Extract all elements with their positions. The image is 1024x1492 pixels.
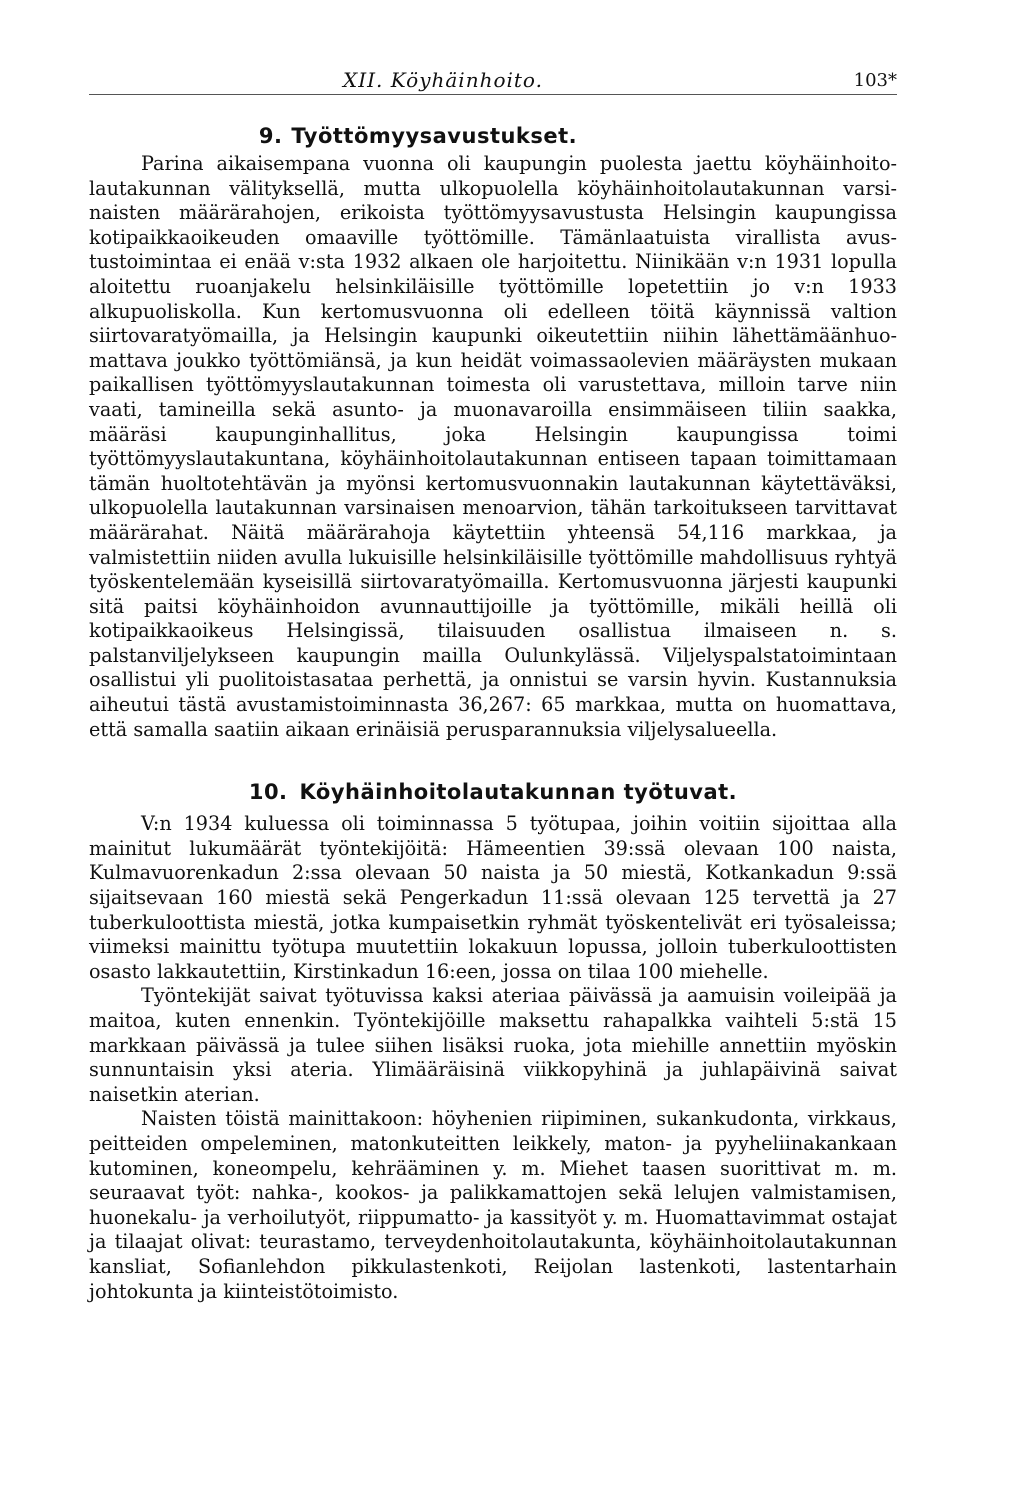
page-number: 103* xyxy=(853,70,897,91)
section-10-paragraph-2: Työntekijät saivat työtuvissa kaksi ateriaa päivässä ja aamuisin voileipää ja maitoa, kuten ennenkin. Työntekijöille maksettu rahapalkka vaihteli 5:stä 15 markkaan päivässä ja tulee siihen lisäksi ruoka, jota miehille annettiin myöskin sunnuntaisin yksi ateria. Ylimääräisinä viikkopyhinä ja juhlapäivinä saivat naisetkin aterian. xyxy=(89,984,897,1106)
chapter-title: XII. Köyhäinhoito. xyxy=(343,68,543,92)
section-10-paragraph-3: Naisten töistä mainittakoon: höyhenien riipiminen, sukankudonta, virkkaus, peitteiden ompeleminen, matonkuteitten leikkely, maton- ja pyyheliinakankaan kutominen, koneompelu, kehrääminen y. m. Miehet taasen suorittivat m. m. seuraavat työt: nahka-, kookos- ja palikkamattojen sekä lelujen valmistamisen, huonekalu- ja verhoilutyöt, riippumatto- ja kassityöt y. m. Huomattavimmat ostajat ja tilaajat olivat: teurastamo, terveydenhoitolautakunta, köyhäinhoitolautakunnan kansliat, Sofianlehdon pikkulastenkoti, Reijolan lastenkoti, lastentarhain johtokunta ja kiinteistötoimisto. xyxy=(89,1107,897,1303)
running-header xyxy=(89,60,897,95)
section-10-number: 10. xyxy=(248,780,288,805)
section-10-paragraph-1: V:n 1934 kuluessa oli toiminnassa 5 työtupaa, joihin voitiin sijoittaa alla mainitut lukumäärät työntekijöitä: Hämeentien 39:ssä olevaan 100 naista, Kulmavuorenkadun 2:ssa olevaan 50 naista ja 50 miestä, Kotkankadun 9:ssä sijaitsevaan 160 miestä sekä Pengerkadun 11:ssä olevaan 125 tervettä ja 27 tuberkuloottista miestä, jotka kumpaisetkin ryhmät työskentelivät eri työsaleissa; viimeksi mainittu työtupa muutettiin lokakuun lopussa, jolloin tuberkuloottisten osasto lakkautettiin, Kirstinkadun 16:een, jossa on tilaa 100 miehelle. xyxy=(89,812,897,983)
section-10-heading xyxy=(89,780,897,804)
document-page xyxy=(89,60,897,1304)
section-10-title: Köyhäinhoitolautakunnan työtuvat. xyxy=(299,780,738,805)
section-9-title: Työttömyysavustukset. xyxy=(291,124,578,148)
section-9-heading xyxy=(0,124,897,148)
section-9-paragraph: Parina aikaisempana vuonna oli kaupungin puolesta jaettu köyhäinhoitolautakunnan välityksellä, mutta ulkopuolella köyhäinhoitolautakunnan varsinaisten määrärahojen, erikoista työttömyysavustusta Helsingin kaupungissa kotipaikkaoikeuden omaaville työttömille. Tämänlaatuista virallista avustustoimintaa ei enää v:sta 1932 alkaen ole harjoitettu. Niinikään v:n 1931 lopulla aloitettu ruoanjakelu helsinkiläisille työttömille lopetettiin jo v:n 1933 alkupuoliskolla. Kun kertomusvuonna oli edelleen töitä käynnissä valtion siirtovaratyömailla, ja Helsingin kaupunki oikeutettiin niihin lähettämäänhuomattava joukko työttömiänsä, ja kun heidät voimassaolevien määräysten mukaan paikallisen työttömyyslautakunnan toimesta oli varustettava, milloin tarve niin vaati, tamineilla sekä asunto- ja muonavaroilla ensimmäiseen tiliin saakka, määräsi kaupunginhallitus, joka Helsingin kaupungissa toimi työttömyyslautakuntana, köyhäinhoitolautakunnan entiseen tapaan toimittamaan tämän huoltotehtävän ja myönsi kertomusvuonnakin lautakunnan käytettäväksi, ulkopuolella lautakunnan varsinaisen menoarvion, tähän tarkoitukseen tarvittavat määrärahat. Näitä määrärahoja käytettiin yhteensä 54,116 markkaa, ja valmistettiin niiden avulla lukuisille helsinkiläisille työttömille mahdollisuus ryhtyä työskentelemään kyseisillä siirtovaratyömailla. Kertomusvuonna järjesti kaupunki sitä paitsi köyhäinhoidon avunnauttijoille ja työttömille, mikäli heillä oli kotipaikkaoikeus Helsingissä, tilaisuuden osallistua ilmaiseen n. s. palstanviljelykseen kaupungin mailla Oulunkylässä. Viljelyspalstatoimintaan osallistui yli puolitoistasataa perhettä, ja onnistui se varsin hyvin. Kustannuksia aiheutui tästä avustamistoiminnasta 36,267: 65 markkaa, mutta on huomattava, että samalla saatiin aikaan erinäisiä perusparannuksia viljelysalueella. xyxy=(89,152,897,741)
section-9-number: 9. xyxy=(258,124,283,148)
